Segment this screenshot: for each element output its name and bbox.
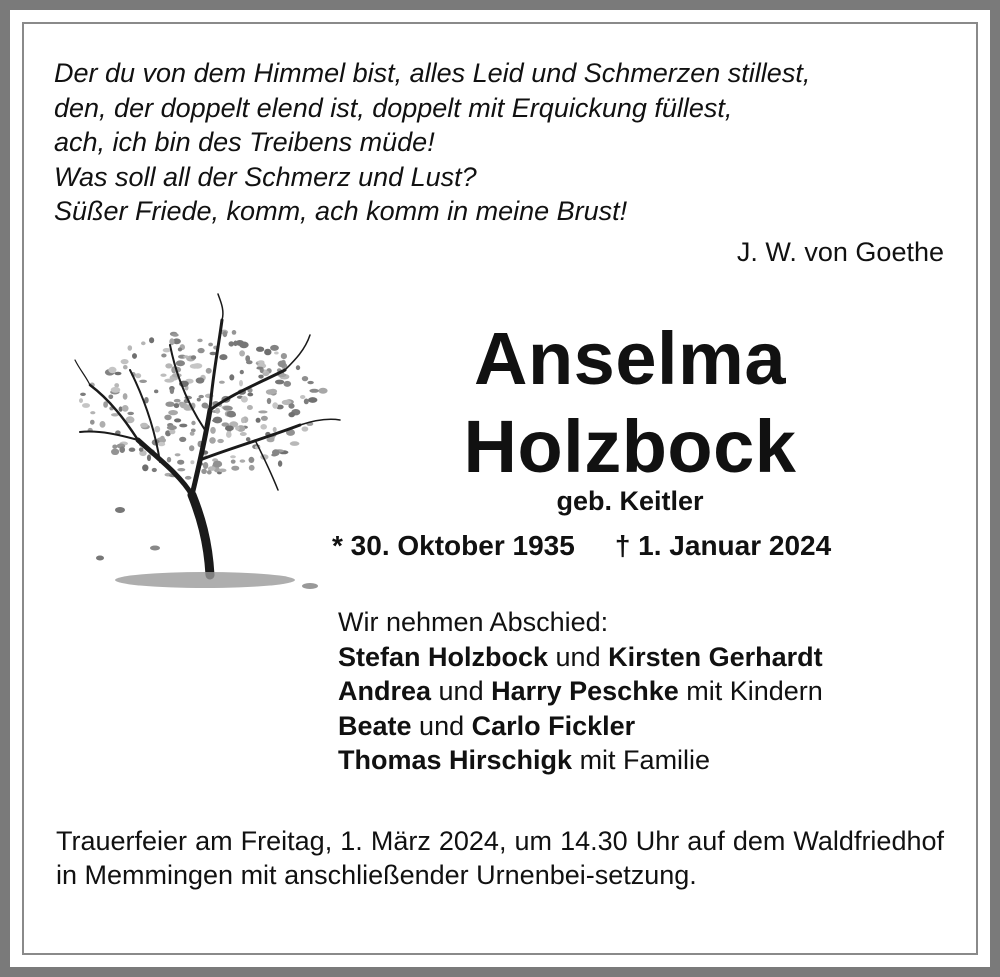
leaf <box>132 353 137 359</box>
leaf <box>217 439 224 443</box>
leaf <box>158 442 165 446</box>
leaf <box>223 406 233 411</box>
leaf <box>245 355 250 362</box>
leaf <box>213 461 222 468</box>
leaf <box>179 437 186 442</box>
leaf <box>274 352 279 355</box>
leaf <box>219 354 227 360</box>
leaf <box>177 468 185 471</box>
leaf <box>256 347 264 352</box>
leaf <box>163 348 171 352</box>
leaf <box>240 370 244 374</box>
leaf <box>275 380 284 385</box>
leaf <box>233 341 237 347</box>
leaf <box>202 403 209 409</box>
leaf <box>128 345 133 351</box>
mourner-name: Beate <box>338 710 412 741</box>
deceased-first-name: Anselma <box>474 317 786 400</box>
service-info: Trauerfeier am Freitag, 1. März 2024, um 14.30 Uhr auf dem Waldfriedhof in Memmingen mit anschließender Urnenbei-setzung. <box>56 826 944 890</box>
leaf <box>175 453 181 456</box>
leaf <box>80 393 86 396</box>
leaf <box>241 396 248 403</box>
leaf <box>201 469 207 474</box>
leaf <box>139 447 144 451</box>
leaf <box>190 432 195 436</box>
leaf <box>230 455 236 458</box>
leaf <box>168 410 178 415</box>
leaf <box>185 476 192 480</box>
leaf <box>232 330 237 335</box>
death-date: † 1. Januar 2024 <box>614 530 832 561</box>
leaf <box>258 360 265 364</box>
leaf <box>196 377 205 383</box>
leaf <box>235 426 240 431</box>
mourner-connector: und <box>548 641 609 672</box>
life-dates <box>332 530 831 562</box>
leaf <box>231 466 239 471</box>
leaf <box>108 367 116 373</box>
leaf <box>121 359 129 364</box>
leaf <box>256 367 262 370</box>
leaf <box>108 395 113 400</box>
leaf <box>281 353 287 359</box>
leaf <box>127 412 134 415</box>
leaf <box>249 457 255 463</box>
leaf <box>288 403 294 408</box>
poem <box>54 56 954 229</box>
leaf <box>178 347 182 351</box>
leaf <box>190 460 194 464</box>
leaf <box>290 441 300 446</box>
mourner-name: Kirsten Gerhardt <box>608 641 823 672</box>
leaf <box>122 405 129 412</box>
leaf <box>123 365 128 369</box>
leaf <box>240 432 247 436</box>
mourner-line <box>338 709 823 744</box>
leaf <box>189 445 194 451</box>
leaf <box>239 380 243 386</box>
leaf <box>308 397 317 403</box>
leaf <box>206 368 212 374</box>
mourners <box>338 605 823 778</box>
leaf <box>264 349 271 356</box>
leaf <box>167 457 171 463</box>
leaf <box>207 470 212 474</box>
leaf <box>215 408 220 414</box>
leaf <box>223 331 228 337</box>
leaf <box>161 354 166 358</box>
poem-line: Was soll all der Schmerz und Lust? <box>54 161 477 192</box>
leaf <box>225 425 234 431</box>
leaf <box>208 343 213 347</box>
leaf <box>164 379 174 383</box>
leaf <box>284 381 292 387</box>
leaf <box>258 410 267 413</box>
leaf <box>269 389 277 394</box>
obituary-card <box>10 10 990 967</box>
leaf <box>302 426 309 431</box>
leaf <box>90 411 95 414</box>
leaf <box>140 423 148 428</box>
leaf <box>160 374 166 377</box>
leaf <box>271 454 277 457</box>
leaf <box>167 425 177 430</box>
poem-line: Der du von dem Himmel bist, alles Leid und Schmerzen stillest, <box>54 58 811 88</box>
leaf <box>307 381 313 384</box>
leaf <box>226 431 232 438</box>
leaf <box>278 460 282 466</box>
leaf <box>247 393 253 397</box>
leaf <box>288 412 295 417</box>
poem-line: ach, ich bin des Treibens müde! <box>54 127 435 157</box>
poem-line: Süßer Friede, komm, ach komm in meine Brust! <box>54 196 628 226</box>
leaf <box>139 380 147 383</box>
mourner-name: Carlo Fickler <box>471 710 636 741</box>
mourner-connector: und <box>411 710 472 741</box>
leaf <box>154 426 160 433</box>
leaf <box>174 403 180 408</box>
leaf <box>142 464 148 471</box>
leaf <box>240 459 246 462</box>
leaf <box>165 363 172 368</box>
leaf <box>209 437 216 444</box>
leaf <box>300 395 305 399</box>
mourner-name: Stefan Holzbock <box>338 641 549 672</box>
leaf <box>135 373 141 378</box>
mourner-name: Thomas Hirschigk <box>338 745 573 775</box>
leaf <box>115 372 122 375</box>
mourner-name: Harry Peschke <box>491 676 679 706</box>
leaf <box>174 399 181 403</box>
leaf <box>212 419 221 423</box>
deceased-last-name: Holzbock <box>463 405 797 488</box>
leaf <box>304 399 309 405</box>
maiden-name: geb. Keitler <box>556 486 704 516</box>
leaf <box>82 403 90 408</box>
leaf <box>219 381 225 384</box>
leaf <box>258 375 263 379</box>
leaf <box>119 446 125 453</box>
leaf <box>154 390 158 394</box>
leaf <box>296 365 300 370</box>
leaf <box>79 398 83 403</box>
leaf <box>210 427 216 434</box>
leaf <box>239 350 245 356</box>
leaf <box>152 468 157 472</box>
leaf <box>260 424 267 430</box>
leaf <box>239 342 249 349</box>
poem-line: den, der doppelt elend ist, doppelt mit Erquickung füllest, <box>54 92 733 123</box>
leaf <box>141 341 146 345</box>
mourner-line <box>338 743 823 778</box>
leaf <box>111 387 121 393</box>
tree-icon <box>60 290 350 600</box>
mourner-connector: und <box>431 676 492 706</box>
mourners-intro: Wir nehmen Abschied: <box>338 607 609 637</box>
leaf <box>165 402 174 407</box>
leaf <box>129 448 136 452</box>
leaf <box>179 424 187 428</box>
leaf <box>256 418 261 423</box>
leaf <box>191 421 195 425</box>
leaf <box>149 337 154 343</box>
leaf <box>112 445 117 449</box>
leaf <box>278 361 286 368</box>
leaf <box>273 427 277 432</box>
leaf <box>190 364 200 369</box>
leaf <box>197 398 201 402</box>
leaf <box>227 411 236 418</box>
leaf <box>247 405 253 410</box>
leaf <box>218 469 226 473</box>
leaf <box>318 388 327 394</box>
leaf <box>170 388 174 394</box>
leaf <box>267 398 271 404</box>
leaf <box>147 455 151 462</box>
leaf <box>249 465 255 471</box>
leaf <box>309 389 319 393</box>
leaf <box>164 415 171 421</box>
leaf <box>261 416 268 421</box>
leaf <box>198 348 205 353</box>
leaf <box>246 437 251 441</box>
poem-author: J. W. von Goethe <box>736 237 944 267</box>
mourner-connector: mit Familie <box>572 745 711 775</box>
leaf <box>229 374 234 380</box>
leaf <box>241 417 245 423</box>
leaf <box>111 449 119 455</box>
leaf <box>229 341 235 346</box>
mourner-name: Andrea <box>338 676 432 706</box>
mourner-line <box>338 674 823 709</box>
leaf <box>177 460 184 465</box>
leaf <box>270 345 279 351</box>
mourner-connector: mit Kindern <box>678 676 823 706</box>
leaf <box>100 421 106 428</box>
leaf <box>302 376 308 381</box>
leaf <box>90 420 95 425</box>
leaf <box>183 355 189 358</box>
mourner-line <box>338 640 823 675</box>
leaf <box>191 355 196 359</box>
birth-date: * 30. Oktober 1935 <box>332 530 575 561</box>
leaf <box>123 393 128 400</box>
leaf <box>172 333 179 336</box>
leaf <box>272 402 278 408</box>
leaf <box>174 418 181 422</box>
leaf <box>176 360 185 366</box>
leaf <box>203 462 208 469</box>
leaf <box>231 460 236 464</box>
leaf <box>197 339 202 343</box>
